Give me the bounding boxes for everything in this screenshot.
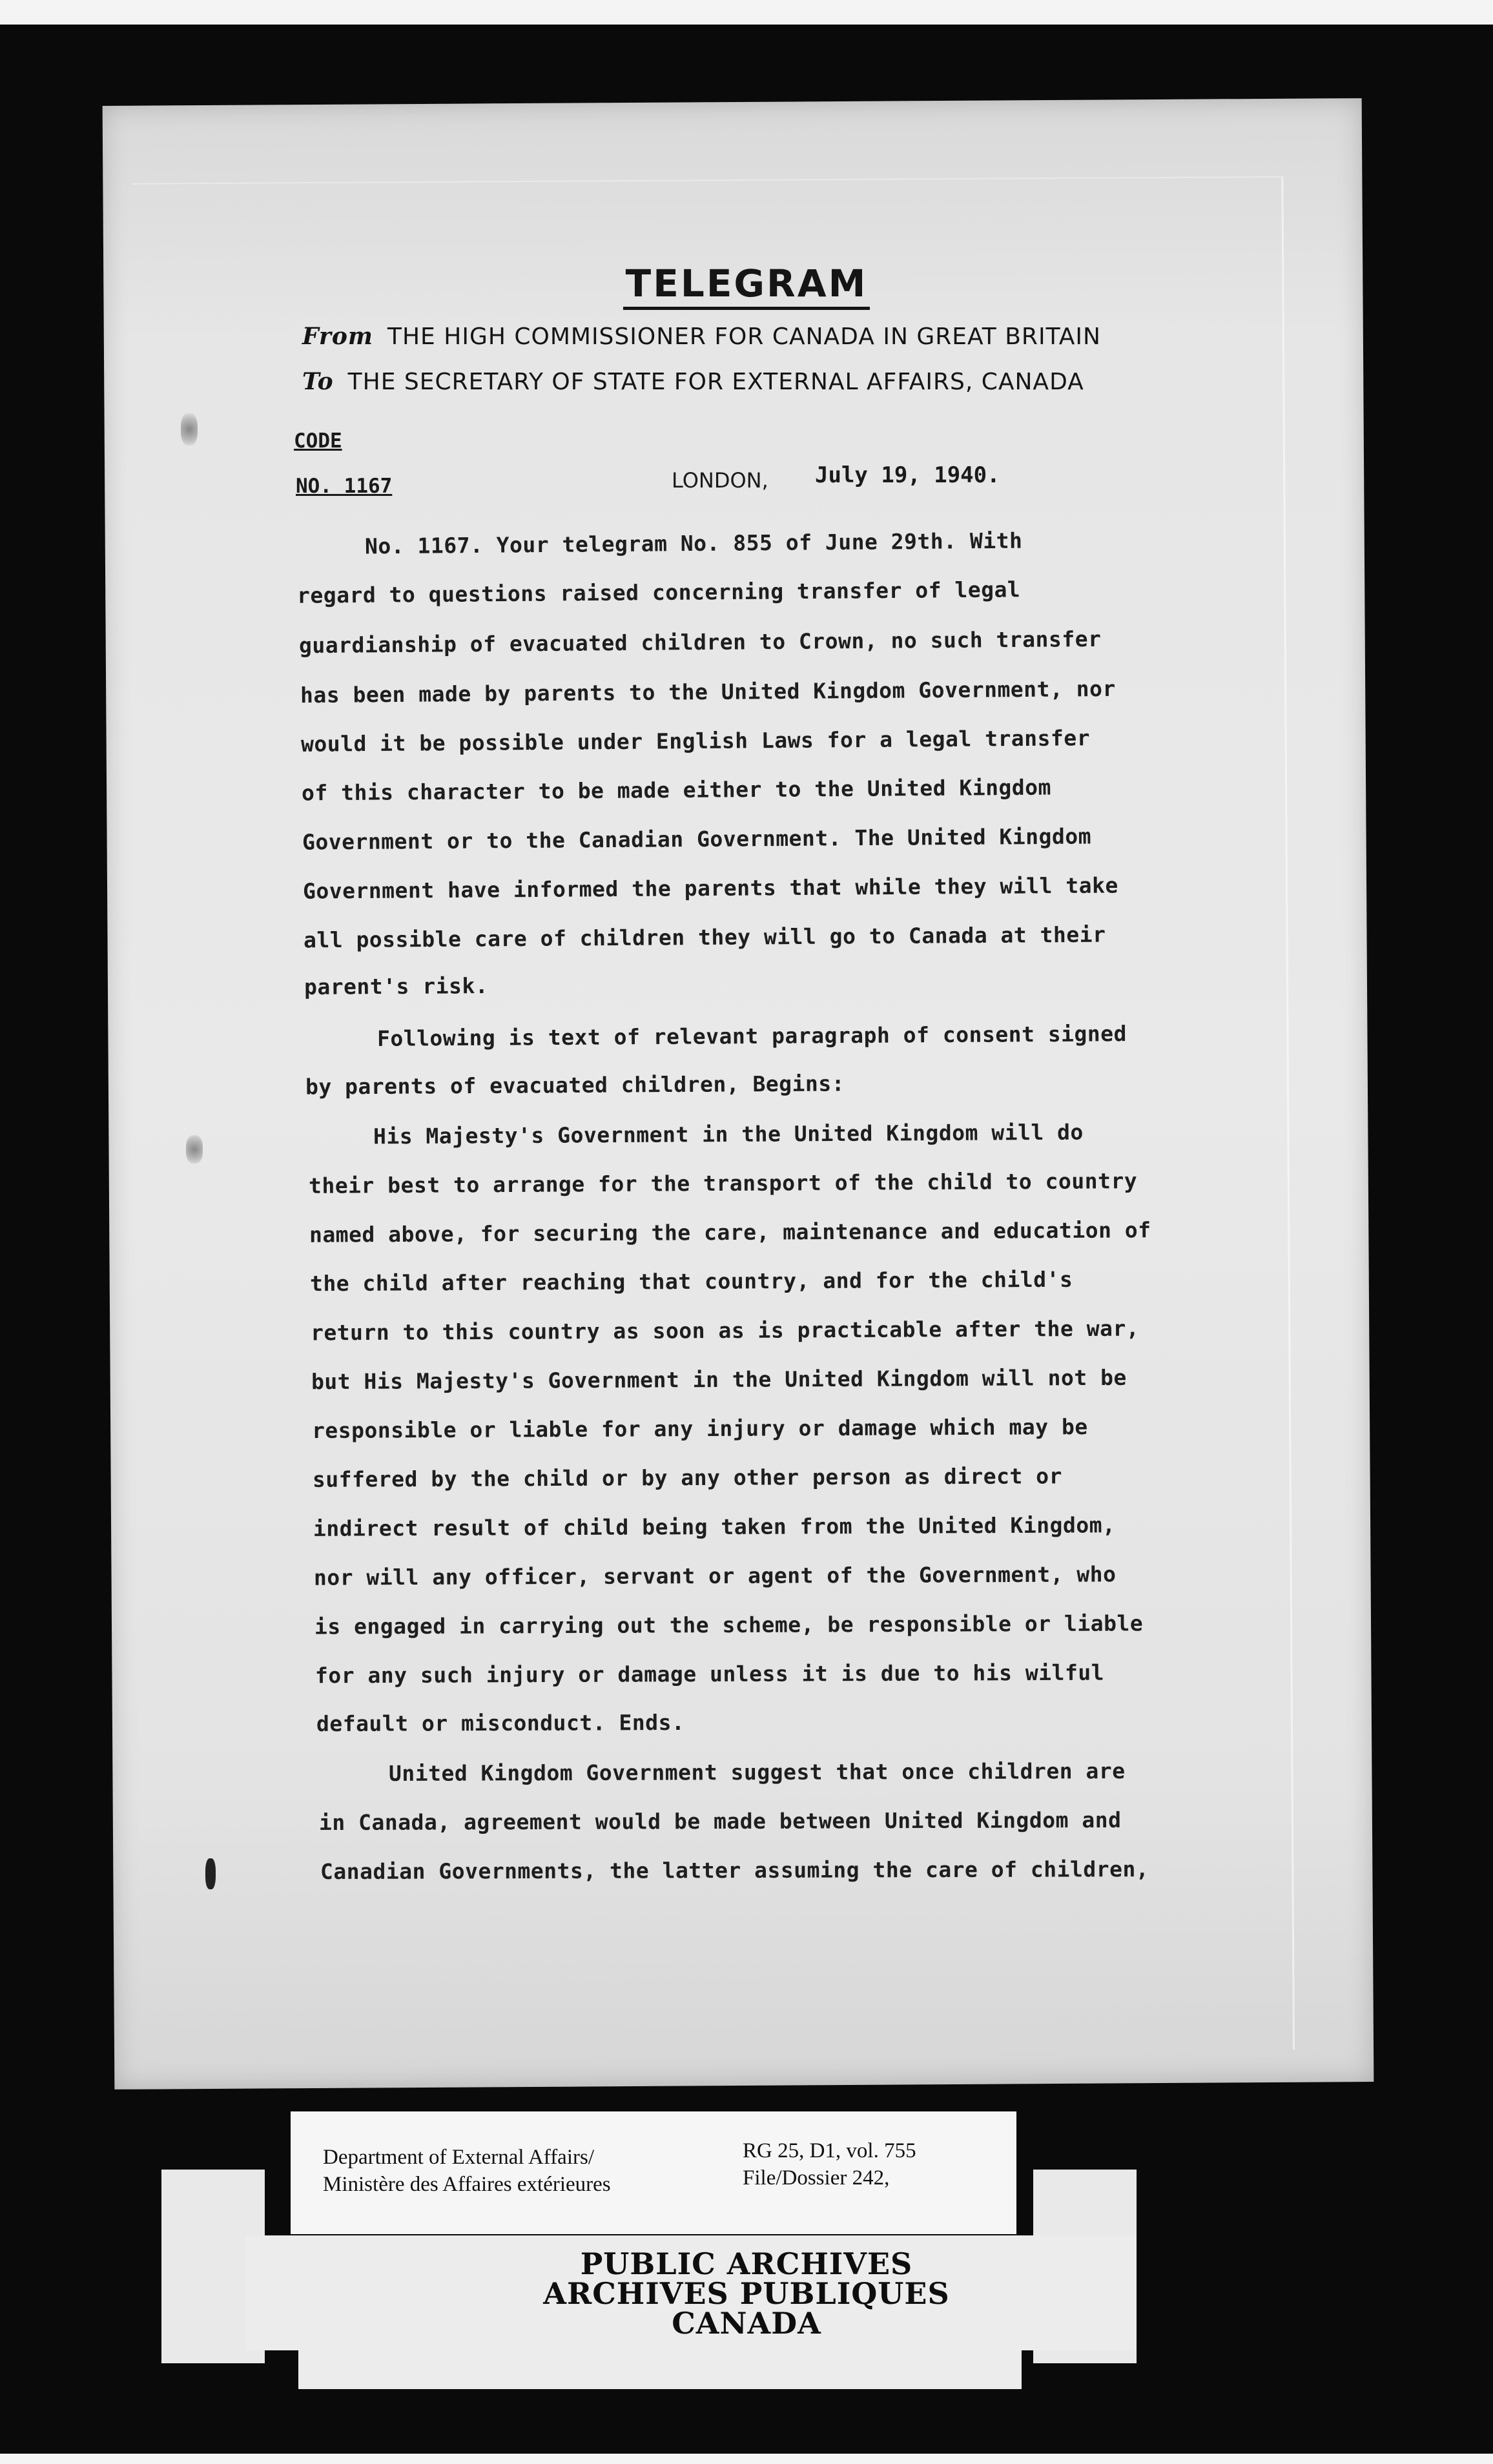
code-label: CODE	[294, 429, 342, 453]
body-line: of this character to be made either to the United Kingdom	[301, 774, 1052, 806]
body-line: would it be possible under English Laws for a legal transfer	[300, 725, 1091, 757]
department-name	[323, 2144, 611, 2198]
department-french: Ministère des Affaires extérieures	[323, 2173, 611, 2196]
department-english: Department of External Affairs/	[323, 2146, 594, 2169]
place-label: LONDON,	[672, 468, 768, 493]
to-text: THE SECRETARY OF STATE FOR EXTERNAL AFFAIRS, CANADA	[347, 369, 1084, 395]
file-reference	[743, 2137, 916, 2192]
body-line: United Kingdom Government suggest that once children are	[388, 1758, 1126, 1786]
from-label: From	[302, 323, 373, 350]
body-line: named above, for securing the care, maintenance and education of	[309, 1217, 1151, 1247]
date-label: July 19, 1940.	[815, 462, 1000, 488]
archives-banner-lower	[298, 2350, 1022, 2389]
body-line: has been made by parents to the United Kingdom Government, nor	[300, 675, 1116, 708]
body-line: His Majesty's Government in the United Kingdom will do	[373, 1119, 1084, 1149]
record-group-ref: RG 25, D1, vol. 755	[743, 2139, 916, 2162]
punch-hole-bottom	[205, 1858, 216, 1889]
body-line: guardianship of evacuated children to Crown, no such transfer	[298, 626, 1102, 659]
film-top-edge	[0, 0, 1493, 25]
telegram-number: NO. 1167	[296, 475, 393, 498]
body-line: regard to questions raised concerning transfer of legal	[296, 577, 1021, 608]
body-line: all possible care of children they will go to Canada at their	[303, 921, 1106, 953]
body-line: parent's risk.	[304, 973, 489, 1000]
punch-hole-middle	[186, 1135, 203, 1164]
archives-line-country: CANADA	[672, 2306, 821, 2341]
body-line: nor will any officer, servant or agent of the Government, who	[313, 1561, 1117, 1590]
body-line: their best to arrange for the transport of the child to country	[308, 1168, 1138, 1198]
body-line: is engaged in carrying out the scheme, be responsible or liable	[314, 1610, 1144, 1639]
body-line: default or misconduct. Ends.	[316, 1709, 685, 1737]
body-line: Following is text of relevant paragraph of consent signed	[376, 1021, 1127, 1051]
body-line: suffered by the child or by any other person as direct or	[312, 1463, 1063, 1492]
to-line	[302, 368, 1084, 395]
document-title: TELEGRAM	[0, 262, 1493, 305]
body-line: Government have informed the parents that while they will take	[302, 872, 1118, 904]
body-line: the child after reaching that country, and for the child's	[309, 1266, 1073, 1297]
from-text: THE HIGH COMMISSIONER FOR CANADA IN GREAT BRITAIN	[387, 323, 1101, 350]
body-line: Government or to the Canadian Government. The United Kingdom	[302, 823, 1092, 855]
archives-line-english: PUBLIC ARCHIVES	[580, 2246, 913, 2281]
punch-hole-top	[181, 413, 198, 446]
body-line: in Canada, agreement would be made between United Kingdom and	[318, 1807, 1122, 1836]
from-line	[302, 323, 1101, 350]
body-line: responsible or liable for any injury or damage which may be	[311, 1414, 1088, 1443]
archives-line-french: ARCHIVES PUBLIQUES	[543, 2276, 950, 2311]
to-label: To	[302, 368, 334, 395]
body-line: for any such injury or damage unless it is due to his wilful	[314, 1659, 1105, 1689]
body-line: indirect result of child being taken from the United Kingdom,	[313, 1512, 1116, 1541]
body-line: Canadian Governments, the latter assuming the care of children,	[320, 1856, 1149, 1884]
file-number: File/Dossier 242,	[743, 2166, 890, 2190]
archive-reference-label	[291, 2111, 1016, 2234]
film-bottom-edge	[0, 2454, 1493, 2464]
body-line: return to this country as soon as is practicable after the war,	[310, 1315, 1140, 1346]
body-line: but His Majesty's Government in the United Kingdom will not be	[311, 1364, 1127, 1395]
body-line: No. 1167. Your telegram No. 855 of June 29th. With	[364, 528, 1023, 559]
body-line: by parents of evacuated children, Begins:	[305, 1071, 845, 1100]
